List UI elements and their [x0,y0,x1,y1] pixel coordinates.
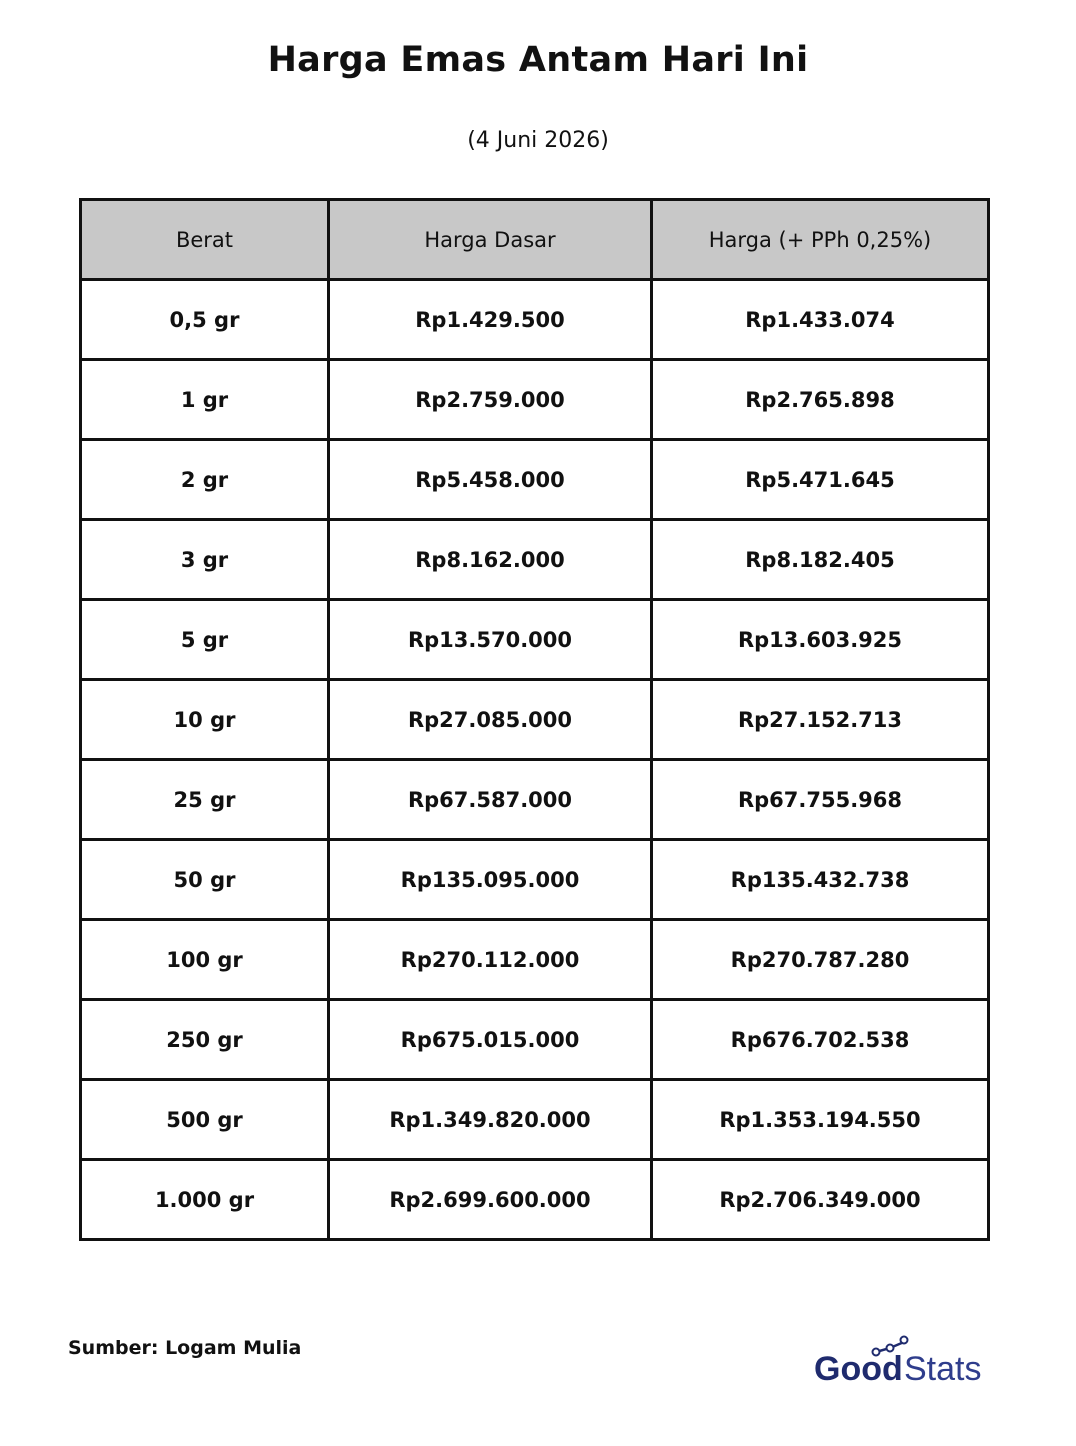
weight-cell: 100 gr [81,920,329,1000]
base-price-cell: Rp13.570.000 [329,600,652,680]
price-with-tax-cell: Rp27.152.713 [652,680,989,760]
gold-price-table [79,198,990,1241]
column-header-weight: Berat [81,200,329,280]
table-row [81,520,989,600]
table-body [81,280,989,1240]
table-row [81,440,989,520]
table-row [81,280,989,360]
table-header-row [81,200,989,280]
base-price-cell: Rp135.095.000 [329,840,652,920]
column-header-price-with-tax: Harga (+ PPh 0,25%) [652,200,989,280]
page-title: Harga Emas Antam Hari Ini [267,40,809,80]
base-price-cell: Rp675.015.000 [329,1000,652,1080]
goodstats-logo [812,1330,998,1390]
price-with-tax-cell: Rp270.787.280 [652,920,989,1000]
table-row [81,360,989,440]
date-subtitle: (4 Juni 2026) [467,128,609,153]
weight-cell: 1.000 gr [81,1160,329,1240]
weight-cell: 10 gr [81,680,329,760]
table-row [81,920,989,1000]
weight-cell: 3 gr [81,520,329,600]
price-with-tax-cell: Rp135.432.738 [652,840,989,920]
table-row [81,840,989,920]
base-price-cell: Rp1.349.820.000 [329,1080,652,1160]
base-price-cell: Rp2.759.000 [329,360,652,440]
table-row [81,1000,989,1080]
weight-cell: 500 gr [81,1080,329,1160]
column-header-base-price: Harga Dasar [329,200,652,280]
logo-dot-3 [901,1337,908,1344]
price-with-tax-cell: Rp67.755.968 [652,760,989,840]
weight-cell: 250 gr [81,1000,329,1080]
logo-text-good: Good [814,1350,903,1388]
base-price-cell: Rp1.429.500 [329,280,652,360]
price-with-tax-cell: Rp2.765.898 [652,360,989,440]
base-price-cell: Rp27.085.000 [329,680,652,760]
base-price-cell: Rp8.162.000 [329,520,652,600]
weight-cell: 1 gr [81,360,329,440]
weight-cell: 2 gr [81,440,329,520]
price-with-tax-cell: Rp8.182.405 [652,520,989,600]
source-note: Sumber: Logam Mulia [68,1337,302,1359]
base-price-cell: Rp5.458.000 [329,440,652,520]
weight-cell: 50 gr [81,840,329,920]
base-price-cell: Rp67.587.000 [329,760,652,840]
table-row [81,760,989,840]
base-price-cell: Rp2.699.600.000 [329,1160,652,1240]
base-price-cell: Rp270.112.000 [329,920,652,1000]
table-row [81,1080,989,1160]
logo-text-stats: Stats [904,1350,982,1388]
price-with-tax-cell: Rp1.433.074 [652,280,989,360]
table-row [81,680,989,760]
weight-cell: 0,5 gr [81,280,329,360]
weight-cell: 5 gr [81,600,329,680]
price-with-tax-cell: Rp5.471.645 [652,440,989,520]
price-with-tax-cell: Rp1.353.194.550 [652,1080,989,1160]
price-with-tax-cell: Rp13.603.925 [652,600,989,680]
table-row [81,600,989,680]
price-with-tax-cell: Rp2.706.349.000 [652,1160,989,1240]
table-row [81,1160,989,1240]
price-with-tax-cell: Rp676.702.538 [652,1000,989,1080]
weight-cell: 25 gr [81,760,329,840]
